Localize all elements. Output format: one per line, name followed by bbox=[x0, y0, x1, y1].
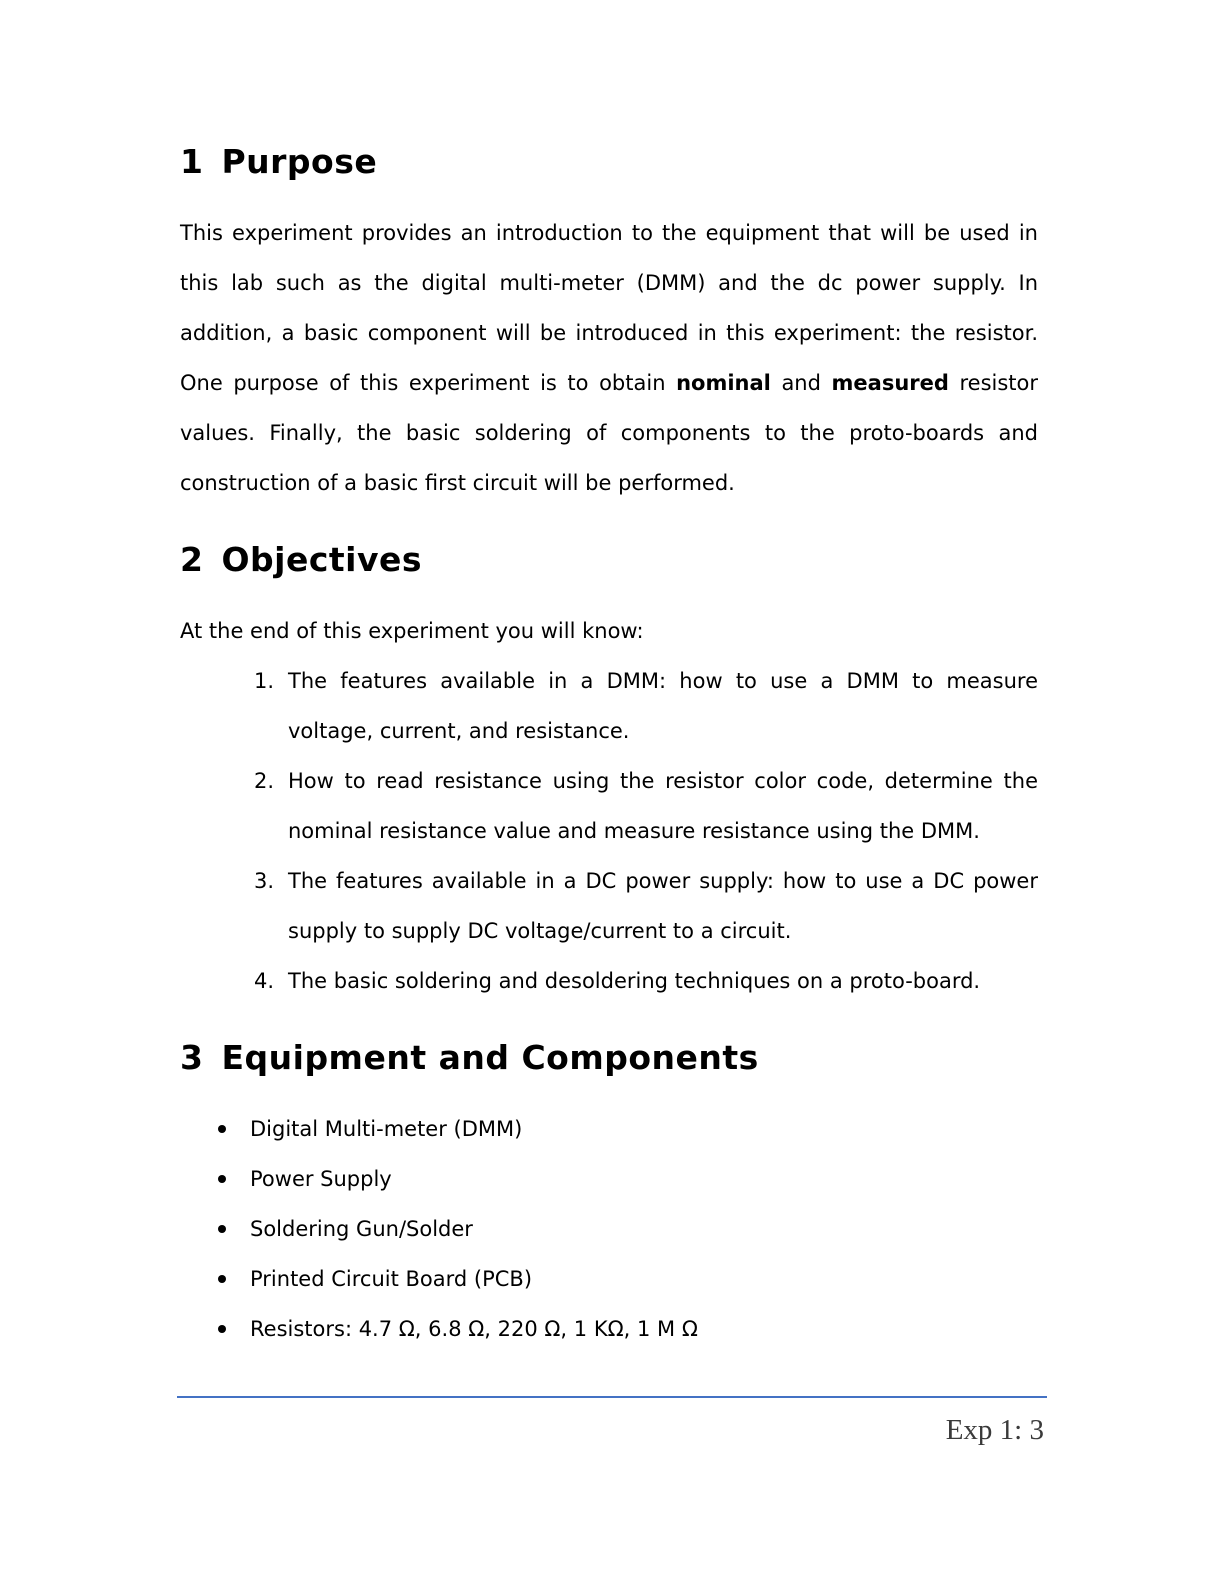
equipment-text: Power Supply bbox=[250, 1167, 392, 1191]
section-title: Objectives bbox=[221, 540, 423, 579]
equipment-item-soldering-gun bbox=[180, 1204, 1038, 1254]
section-number: 2 bbox=[180, 540, 204, 579]
purpose-paragraph bbox=[180, 208, 1038, 508]
equipment-text: Digital Multi-meter (DMM) bbox=[250, 1117, 523, 1141]
paragraph-text: This experiment provides an introduction to the equipment that will be used in this lab such as the digital multi-meter (DMM) and the dc power supply. In addition, a basic component will be introduced in this experiment: the resistor. One purpose of this experiment is to obtain bbox=[180, 221, 1038, 395]
equipment-text: Printed Circuit Board (PCB) bbox=[250, 1267, 533, 1291]
objective-item-3 bbox=[180, 856, 1038, 956]
bullet-icon bbox=[218, 1275, 226, 1283]
equipment-item-resistors bbox=[180, 1304, 1038, 1354]
bullet-icon bbox=[218, 1325, 226, 1333]
list-number: 2. bbox=[254, 769, 275, 793]
equipment-item-power-supply bbox=[180, 1154, 1038, 1204]
objective-text: The features available in a DMM: how to use a DMM to measure voltage, current, and resistance. bbox=[288, 669, 1038, 743]
bold-term-measured: measured bbox=[831, 371, 949, 395]
equipment-item-dmm bbox=[180, 1104, 1038, 1154]
equipment-text: Soldering Gun/Solder bbox=[250, 1217, 473, 1241]
list-number: 1. bbox=[254, 669, 275, 693]
paragraph-text: resistor values. Finally, the basic soldering of components to the proto-boards and construction of a basic first circuit will be performed. bbox=[180, 371, 1039, 495]
paragraph-text: and bbox=[770, 371, 832, 395]
bold-term-nominal: nominal bbox=[676, 371, 771, 395]
document-content bbox=[180, 140, 1038, 1354]
list-number: 4. bbox=[254, 969, 275, 993]
objective-item-2 bbox=[180, 756, 1038, 856]
equipment-list bbox=[180, 1104, 1038, 1354]
section-number: 3 bbox=[180, 1038, 204, 1077]
objective-text: The features available in a DC power supply: how to use a DC power supply to supply DC voltage/current to a circuit. bbox=[288, 869, 1038, 943]
equipment-item-pcb bbox=[180, 1254, 1038, 1304]
footer-rule bbox=[177, 1396, 1047, 1398]
section-heading-purpose bbox=[180, 140, 1038, 184]
objectives-intro: At the end of this experiment you will know: bbox=[180, 619, 644, 643]
section-heading-equipment bbox=[180, 1036, 1038, 1080]
objective-item-4 bbox=[180, 956, 1038, 1006]
objective-text: The basic soldering and desoldering techniques on a proto-board. bbox=[288, 969, 981, 993]
list-number: 3. bbox=[254, 869, 275, 893]
objectives-list bbox=[180, 656, 1038, 1006]
bullet-icon bbox=[218, 1225, 226, 1233]
objective-text: How to read resistance using the resistor color code, determine the nominal resistance value and measure resistance using the DMM. bbox=[288, 769, 1038, 843]
equipment-text: Resistors: 4.7 Ω, 6.8 Ω, 220 Ω, 1 KΩ, 1 M Ω bbox=[250, 1317, 698, 1341]
section-title: Equipment and Components bbox=[221, 1038, 759, 1077]
bullet-icon bbox=[218, 1125, 226, 1133]
section-number: 1 bbox=[180, 142, 204, 181]
section-heading-objectives bbox=[180, 538, 1038, 582]
page-number-label: Exp 1: 3 bbox=[945, 1414, 1044, 1446]
section-title: Purpose bbox=[221, 142, 378, 181]
objective-item-1 bbox=[180, 656, 1038, 756]
bullet-icon bbox=[218, 1175, 226, 1183]
